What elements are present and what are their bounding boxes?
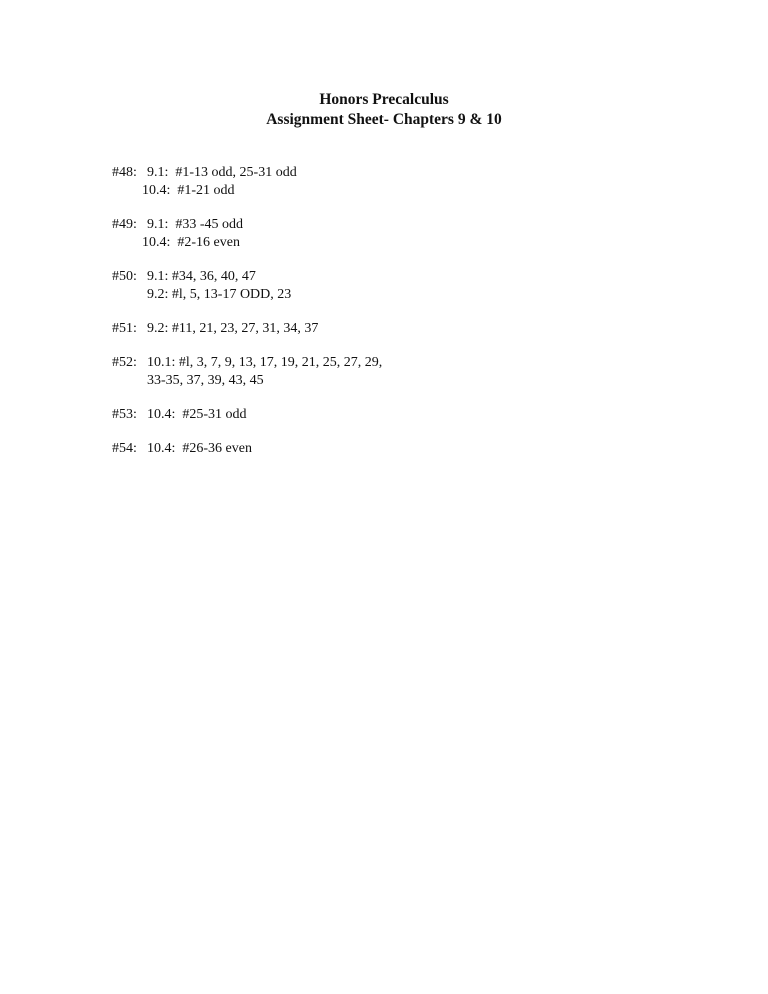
assignment-line: [112, 234, 382, 252]
sheet-subtitle: Assignment Sheet- Chapters 9 & 10: [266, 111, 502, 128]
assignment-problems: 10.4: #2-16 even: [142, 235, 240, 250]
title-block: [0, 90, 768, 130]
assignment-problems: 10.4: #26-36 even: [147, 441, 252, 456]
assignment-problems: 9.1: #33 -45 odd: [147, 217, 244, 232]
assignment-problems: 9.1: #1-13 odd, 25-31 odd: [147, 165, 297, 180]
assignment-line: [112, 372, 382, 390]
assignment-line: [112, 354, 382, 372]
assignment-problems: 10.4: #1-21 odd: [142, 183, 235, 198]
assignment-line: [112, 320, 382, 338]
assignment-entry: [112, 320, 382, 338]
course-title: Honors Precalculus: [319, 91, 449, 108]
assignment-problems: 10.4: #25-31 odd: [147, 407, 247, 422]
assignment-line: [112, 286, 382, 304]
assignment-entry: [112, 216, 382, 252]
assignment-line: [112, 216, 382, 234]
assignment-entry: [112, 440, 382, 458]
assignment-entry: [112, 354, 382, 390]
assignment-number: #53:: [112, 407, 137, 422]
assignment-number: #52:: [112, 355, 137, 370]
assignment-number: #54:: [112, 441, 137, 456]
assignment-entry: [112, 268, 382, 304]
assignment-number: #49:: [112, 217, 137, 232]
assignment-line: [112, 164, 382, 182]
assignment-problems: 9.2: #l, 5, 13-17 ODD, 23: [147, 287, 292, 302]
assignment-problems: 33-35, 37, 39, 43, 45: [147, 373, 264, 388]
assignment-line: [112, 406, 382, 424]
assignment-problems: 9.2: #11, 21, 23, 27, 31, 34, 37: [147, 321, 319, 336]
assignment-line: [112, 182, 382, 200]
assignment-number: #50:: [112, 269, 137, 284]
assignment-number: #51:: [112, 321, 137, 336]
assignment-line: [112, 440, 382, 458]
assignment-list: [112, 164, 382, 474]
assignment-entry: [112, 164, 382, 200]
assignment-number: #48:: [112, 165, 137, 180]
assignment-problems: 10.1: #l, 3, 7, 9, 13, 17, 19, 21, 25, 27, 29,: [147, 355, 383, 370]
assignment-problems: 9.1: #34, 36, 40, 47: [147, 269, 256, 284]
assignment-entry: [112, 406, 382, 424]
assignment-line: [112, 268, 382, 286]
